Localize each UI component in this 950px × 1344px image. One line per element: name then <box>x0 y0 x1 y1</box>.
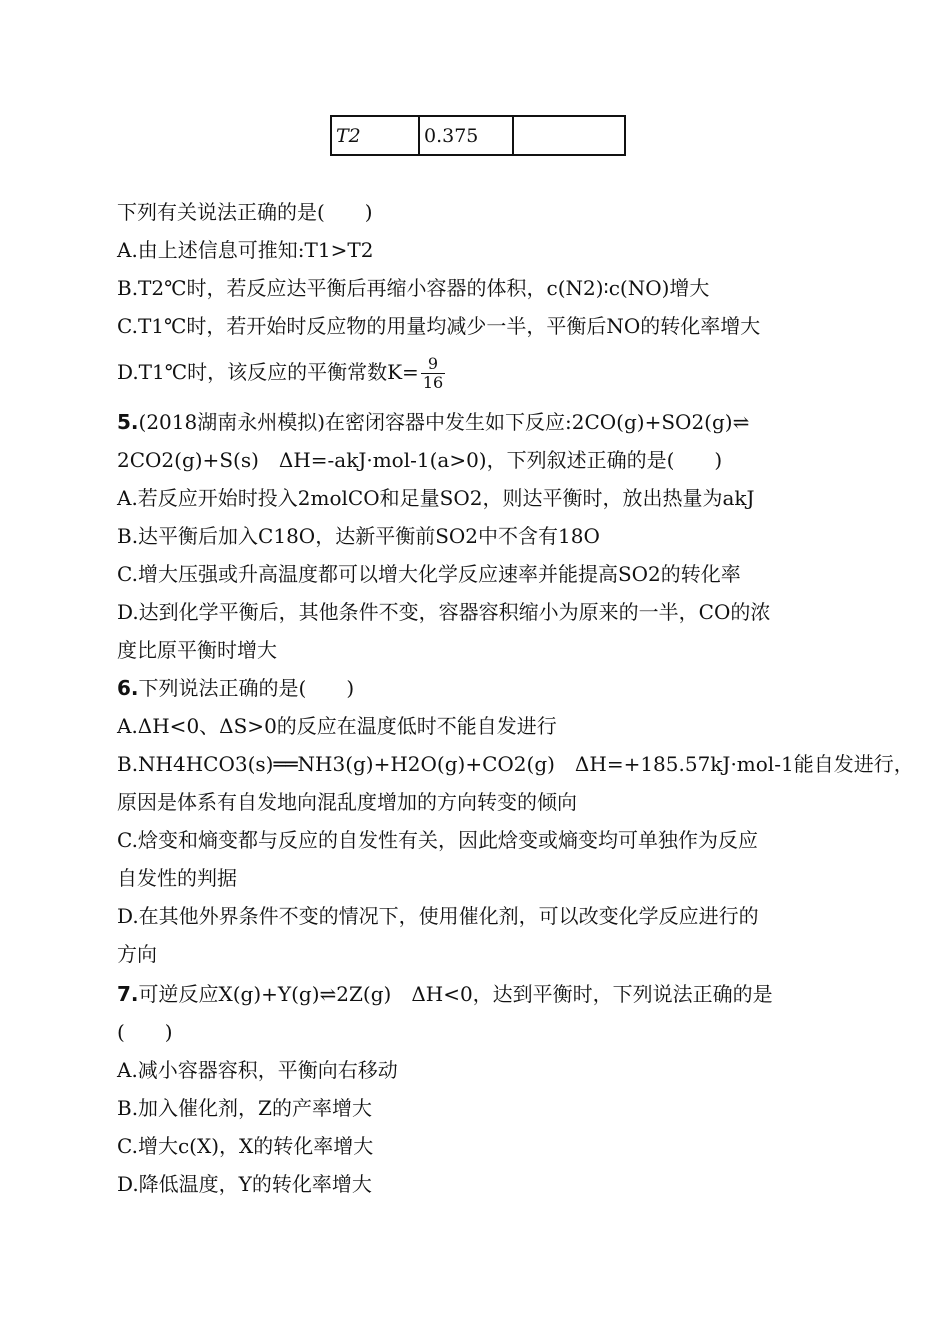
q7-number: 7. <box>117 982 139 1006</box>
q7-option-c: C.增大c(X)，X的转化率增大 <box>117 1134 374 1158</box>
q6-option-d-line2: 方向 <box>117 942 157 966</box>
q6-option-b-line1: B.NH4HCO3(s)══NH3(g)+H2O(g)+CO2(g) ΔH=+185.57kJ·mol-1能自发进行， <box>117 752 914 776</box>
table-cell-temperature: T2 <box>331 116 419 155</box>
q7-stem: 可逆反应X(g)+Y(g)⇌2Z(g) ΔH<0，达到平衡时，下列说法正确的是 <box>138 982 773 1006</box>
q7-option-d: D.降低温度，Y的转化率增大 <box>117 1172 372 1196</box>
q7-option-a: A.减小容器容积，平衡向右移动 <box>117 1058 398 1082</box>
q6-option-b-line2: 原因是体系有自发地向混乱度增加的方向转变的倾向 <box>117 790 577 814</box>
q4-stem: 下列有关说法正确的是( ) <box>117 200 373 224</box>
q4-option-d-text: D.T1℃时，该反应的平衡常数K= <box>117 360 419 384</box>
q6-option-c-line2: 自发性的判据 <box>117 866 237 890</box>
q4-option-d <box>117 355 445 392</box>
q5-number: 5. <box>117 410 139 434</box>
fraction <box>421 355 445 392</box>
fraction-numerator: 9 <box>421 355 445 374</box>
q5-line2: 2CO2(g)+S(s) ΔH=-akJ·mol-1(a>0)，下列叙述正确的是( ) <box>117 448 723 472</box>
q6-number: 6. <box>117 676 139 700</box>
q6-stem: 下列说法正确的是( ) <box>138 676 355 700</box>
q4-option-a: A.由上述信息可推知:T1>T2 <box>117 238 374 262</box>
q5-option-a: A.若反应开始时投入2molCO和足量SO2，则达平衡时，放出热量为akJ <box>117 486 755 510</box>
table-cell-value: 0.375 <box>419 116 513 155</box>
q6-option-a: A.ΔH<0、ΔS>0的反应在温度低时不能自发进行 <box>117 714 557 738</box>
q7-option-b: B.加入催化剂，Z的产率增大 <box>117 1096 372 1120</box>
q5-option-d-line1: D.达到化学平衡后，其他条件不变，容器容积缩小为原来的一半，CO的浓 <box>117 600 771 624</box>
q5-stem-line1: (2018湖南永州模拟)在密闭容器中发生如下反应:2CO(g)+SO2(g)⇌ <box>138 410 750 434</box>
table-cell-empty <box>513 116 625 155</box>
q5-option-d-line2: 度比原平衡时增大 <box>117 638 277 662</box>
q6-option-d-line1: D.在其他外界条件不变的情况下，使用催化剂，可以改变化学反应进行的 <box>117 904 759 928</box>
q6-stem-line <box>117 674 354 702</box>
q7-stem-line1 <box>117 980 773 1008</box>
q4-option-b: B.T2℃时，若反应达平衡后再缩小容器的体积，c(N2)∶c(NO)增大 <box>117 276 710 300</box>
q7-stem-line2: ( ) <box>117 1020 173 1044</box>
data-table <box>330 115 626 156</box>
table-row <box>331 116 625 155</box>
q5-option-b: B.达平衡后加入C18O，达新平衡前SO2中不含有18O <box>117 524 600 548</box>
fraction-denominator: 16 <box>422 373 444 392</box>
q4-option-c: C.T1℃时，若开始时反应物的用量均减少一半，平衡后NO的转化率增大 <box>117 314 761 338</box>
q5-line1 <box>117 408 749 436</box>
q6-option-c-line1: C.焓变和熵变都与反应的自发性有关，因此焓变或熵变均可单独作为反应 <box>117 828 758 852</box>
q5-option-c: C.增大压强或升高温度都可以增大化学反应速率并能提高SO2的转化率 <box>117 562 741 586</box>
